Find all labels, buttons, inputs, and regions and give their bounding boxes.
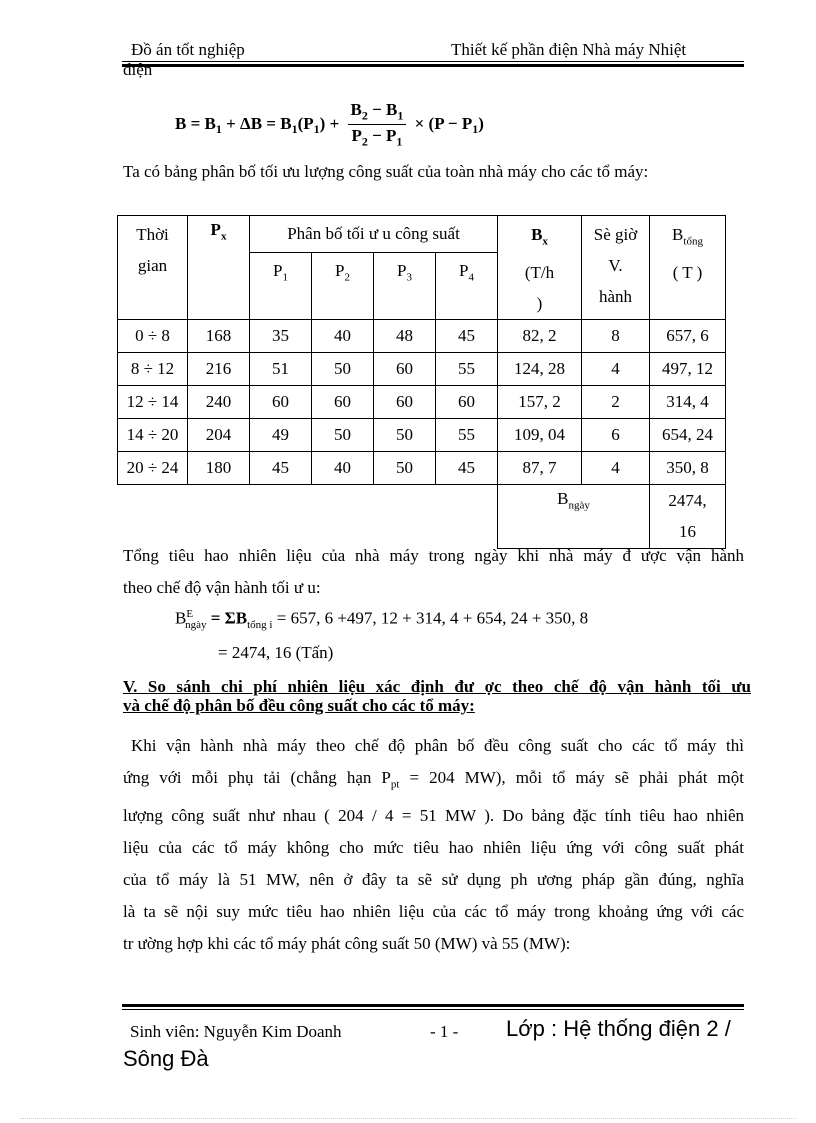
- footer-rule-thin: [122, 1009, 744, 1010]
- header-distribution: Phân bố tối ư u công suất: [250, 216, 498, 253]
- footer-class-line-2: Sông Đà: [123, 1046, 209, 1071]
- header-p3: $P_3$: [374, 252, 436, 320]
- table-row: 8 ÷ 12 216 51 50 60 55 124, 28 4 497, 12: [118, 353, 726, 386]
- footer-class-line-1: Lớp : Hệ thống điện 2 /: [506, 1016, 731, 1041]
- table-row: 12 ÷ 14 240 60 60 60 60 157, 2 2 314, 4: [118, 386, 726, 419]
- day-total-value: 2474, 16: [650, 485, 726, 549]
- header-hours: Sè giờ V. hành: [582, 216, 650, 320]
- header-px: $P_x$: [188, 216, 250, 320]
- body-paragraph: Khi vận hành nhà máy theo chế độ phân bố đều công suất cho các tổ máy thì ứng với mỗi phụ tải (chẳng hạn $P_{pt} = 204$ MW), mỗi tổ máy sẽ phải phát một lượng công suất như nhau ( 204 / 4 = 51 MW ). Do bảng đặc tính tiêu hao nhiên liệu của các tổ máy không cho mức tiêu hao nhiên liệu ứng với công suất phát của tổ máy là 51 MW, nên ở đây ta sẽ sử dụng ph ương pháp gần đúng, nghĩa là ta sẽ nội suy mức tiêu hao nhiên liệu của các tổ máy trong khoảng ứng với các tr ường hợp khi các tổ máy phát công suất 50 (MW) và 55 (MW):: [123, 736, 744, 954]
- header-time: Thời gian: [118, 216, 188, 320]
- header-right: Thiết kế phần điện Nhà máy Nhiệt: [451, 40, 687, 59]
- header-p2: $P_2$: [312, 252, 374, 320]
- header-rule-thin: [122, 61, 744, 62]
- header-rule-thick: [122, 64, 744, 67]
- table-row: 14 ÷ 20 204 49 50 50 55 109, 04 6 654, 24: [118, 419, 726, 452]
- header-bx: $B_x$ (T/h ): [498, 216, 582, 320]
- footer-student: Sinh viên: Nguyễn Kim Doanh: [130, 1022, 342, 1041]
- header-p1: $P_1$: [250, 252, 312, 320]
- sum-equation: $B^E_{ngày} = \Sigma B_{tổng i} = 657$, 6 +497, 12 + 314, 4 + 654, 24 + 350, 8: [175, 608, 589, 632]
- header-p4: $P_4$: [436, 252, 498, 320]
- page-edge-dotted-line: [20, 1118, 796, 1119]
- total-fuel-line-1: Tổng tiêu hao nhiên liệu của nhà máy trong ngày khi nhà máy đ ược vận hành: [123, 546, 744, 565]
- cost-formula: $B = B_1 + \Delta B = B_1(P_1)$ + $\frac{B_2 - B_1}{P_2 - P_1}$ × $(P - P_1)$: [175, 100, 484, 149]
- table-row: 20 ÷ 24 180 45 40 50 45 87, 7 4 350, 8: [118, 452, 726, 485]
- footer-rule-thick: [122, 1004, 744, 1007]
- optimal-distribution-table: [117, 215, 726, 549]
- intro-text: Ta có bảng phân bố tối ưu lượng công suất của toàn nhà máy cho các tổ máy:: [123, 162, 649, 181]
- table-row: 0 ÷ 8 168 35 40 48 45 82, 2 8 657, 6: [118, 320, 726, 353]
- sum-result: = 2474, 16 (Tấn): [218, 643, 334, 662]
- header-total: $B_{tổng}$ ( T ): [650, 216, 726, 320]
- total-fuel-line-2: theo chế độ vận hành tối ư u:: [123, 578, 321, 597]
- header-continuation: điện: [123, 60, 153, 79]
- section-title: V. So sánh chi phí nhiên liệu xác định đư ợc theo chế độ vận hành tối ưu và chế độ phân bố đều công suất cho các tổ máy:: [123, 677, 751, 715]
- day-total-label: $B_{ngày}$: [498, 485, 650, 549]
- header-left: Đồ án tốt nghiệp: [131, 40, 245, 59]
- footer-page-number: - 1 -: [430, 1022, 459, 1041]
- formula-fraction: $\frac{B_2 - B_1}{P_2 - P_1}$: [348, 100, 407, 150]
